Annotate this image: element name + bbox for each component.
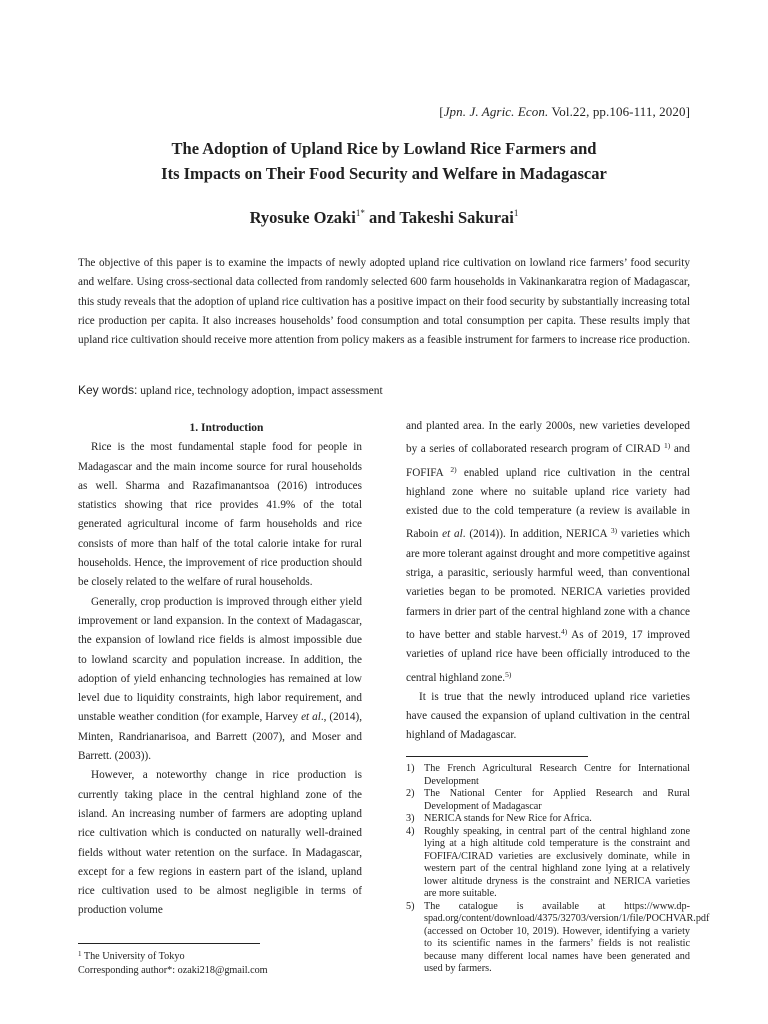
paragraph-2-text-a: Generally, crop production is improved through either yield improvement or land expansion. In the context of Madagascar, the expansion of lowland rice fields is almost impossible due to lowland scarcity and population increase. In addition, the adoption of yield enhancing technologies has remained at low level due to liquidity constraints, high labor requirement, and unstable weather condition (for example, Harvey [78,595,362,724]
paragraph-3: However, a noteworthy change in rice production is currently taking place in the central highland zone of the island. An increasing number of farmers are adopting upland rice cultivation which is conducted on naturally well-drained fields without water retention on the surface. In Madagascar, except for a few regions in eastern part of the island, upland rice cultivation used to be almost negligible in terms of production volume [78,769,362,917]
footnote-divider-right [406,756,588,757]
section-heading: 1. Introduction [189,422,264,434]
footnote-mark: 4) [406,825,415,837]
footnote-text: NERICA stands for New Rice for Africa. [424,813,592,824]
paper-title [0,136,768,186]
paragraph-2 [78,593,362,767]
footnote-ref-4: 4) [561,626,568,636]
paragraph-2-etal: et al [301,711,321,724]
paragraph-4-text-d: . (2014)). In addition, NERICA [462,528,608,541]
footnotes-affiliation [78,948,362,978]
footnote-item [406,826,690,901]
footnote-item [406,900,710,976]
author-1: Ryosuke Ozaki [249,208,356,227]
footnote-text: Roughly speaking, in central part of the central highland zone lying at a high altitude cold temperature is the constraint and FOFIFA/CIRAD varieties are exclusively dominate, while in western part of the central highland zone lying at a relatively lower altitude dryness is the constraint and NERICA varieties are more suitable. [424,825,690,899]
paragraph-4-text-b: and FOFIFA [406,443,690,479]
corresponding-author: Corresponding author*: ozaki218@gmail.com [78,964,268,976]
footnote-ref-2: 2) [450,464,457,474]
footnote-ref-1: 1) [663,441,671,451]
footnote-item [406,813,690,826]
footnote-divider-left [78,943,260,944]
author-1-affiliation: 1* [355,208,365,218]
footnote-text: The French Agricultural Research Centre for International Development [424,763,690,787]
footnote-item [406,788,690,813]
footnote-mark: 5) [406,900,415,912]
title-line-1: The Adoption of Upland Rice by Lowland Rice Farmers and [171,139,597,158]
journal-citation [439,104,690,120]
abstract: The objective of this paper is to examine the impacts of newly adopted upland rice cultivation on lowland rice farmers’ food security and welfare. Using cross-sectional data collected from randomly selected 600 farm households in Vakinankaratra region of Madagascar, this study reveals that the adoption of upland rice cultivation has a positive impact on their food security by substantially increasing total rice production per capita. It also increases households’ food consumption and total consumption per capita. These results imply that upland rice cultivation should receive more attention from policy makers as a feasible instrument for farmers to increase rice production. [78,257,690,347]
affiliation-mark: 1 [78,950,82,958]
keywords [78,383,690,397]
footnote-mark: 1) [406,763,415,774]
author-list [0,208,768,228]
keywords-label: Key words: [78,383,138,397]
footnote-ref-5: 5) [505,669,512,679]
paragraph-4-text-a: and planted area. In the early 2000s, new varieties developed by a series of collaborated research program of CIRAD [406,420,690,456]
journal-name: Jpn. J. Agric. Econ. [443,104,549,119]
author-joiner: and [364,208,400,227]
paragraph-5: It is true that the newly introduced upland rice varieties have caused the expansion of upland cultivation in the central highland of Madagascar. [406,690,690,742]
paragraph-4-text-c: enabled upland rice cultivation in the central highland zone where no suitable upland rice variety had existed due to the cold temperature (a review is available in Raboin [406,466,690,541]
paragraph-1: Rice is the most fundamental staple food for people in Madagascar and the main income source for rural households as well. Sharma and Razafimanantsoa (2016) introduces statistics showing that rice provides 41.9% of the total generated agricultural income of farm households and rice consists of more than half of the total calorie intake for rural households. Hence, the improvement of rice production should be closely related to the welfare of rural households. [78,441,362,589]
paragraph-2-text-b: ., (2014), Minten, Randrianarisoa, and Barrett (2007), and Moser and Barrett. (2003)). [78,711,362,763]
footnote-text: The catalogue is available at https://www.dp-spad.org/content/download/4375/32703/version/1/file/POCHVAR.pdf (accessed on October 10, 2019). However, identifying a variety to its scientific names in the farmers’ fields is not realistic because many different local names have been generated and used by farmers. [424,900,710,974]
affiliation-text: The University of Tokyo [81,951,185,962]
close-bracket: ] [685,104,690,119]
footnote-ref-3: 3) [610,526,618,536]
paragraph-4-etal: et al [442,528,463,541]
author-2-affiliation: 1 [513,208,519,218]
keywords-value: upland rice, technology adoption, impact assessment [137,385,383,397]
footnote-item [406,763,690,788]
footnote-text: The National Center for Applied Research and Rural Development of Madagascar [424,788,690,812]
open-bracket: [ [439,104,444,119]
affiliation-line [78,948,362,964]
footnote-mark: 3) [406,813,415,824]
paragraph-4-text-e: varieties which are more tolerant against drought and more competitive against striga, a parasitic, seriously harmful weed, than conventional varieties began to be promoted. NERICA varieties provided farmers in drier part of the central highland zone with a chance to have better and stable harvest. [406,528,690,641]
paragraph-4-text-f: As of 2019, 17 improved varieties of upland rice have been officially introduced to the central highland zone. [406,628,691,684]
author-2: Takeshi Sakurai [399,208,514,227]
footnote-mark: 2) [406,788,415,799]
volume-pages: Vol.22, pp.106-111, 2020 [548,104,686,119]
footnotes-list [406,763,710,976]
title-line-2: Its Impacts on Their Food Security and Welfare in Madagascar [161,164,607,183]
paragraph-4 [406,417,690,688]
right-column [406,417,690,746]
left-column [78,419,362,921]
